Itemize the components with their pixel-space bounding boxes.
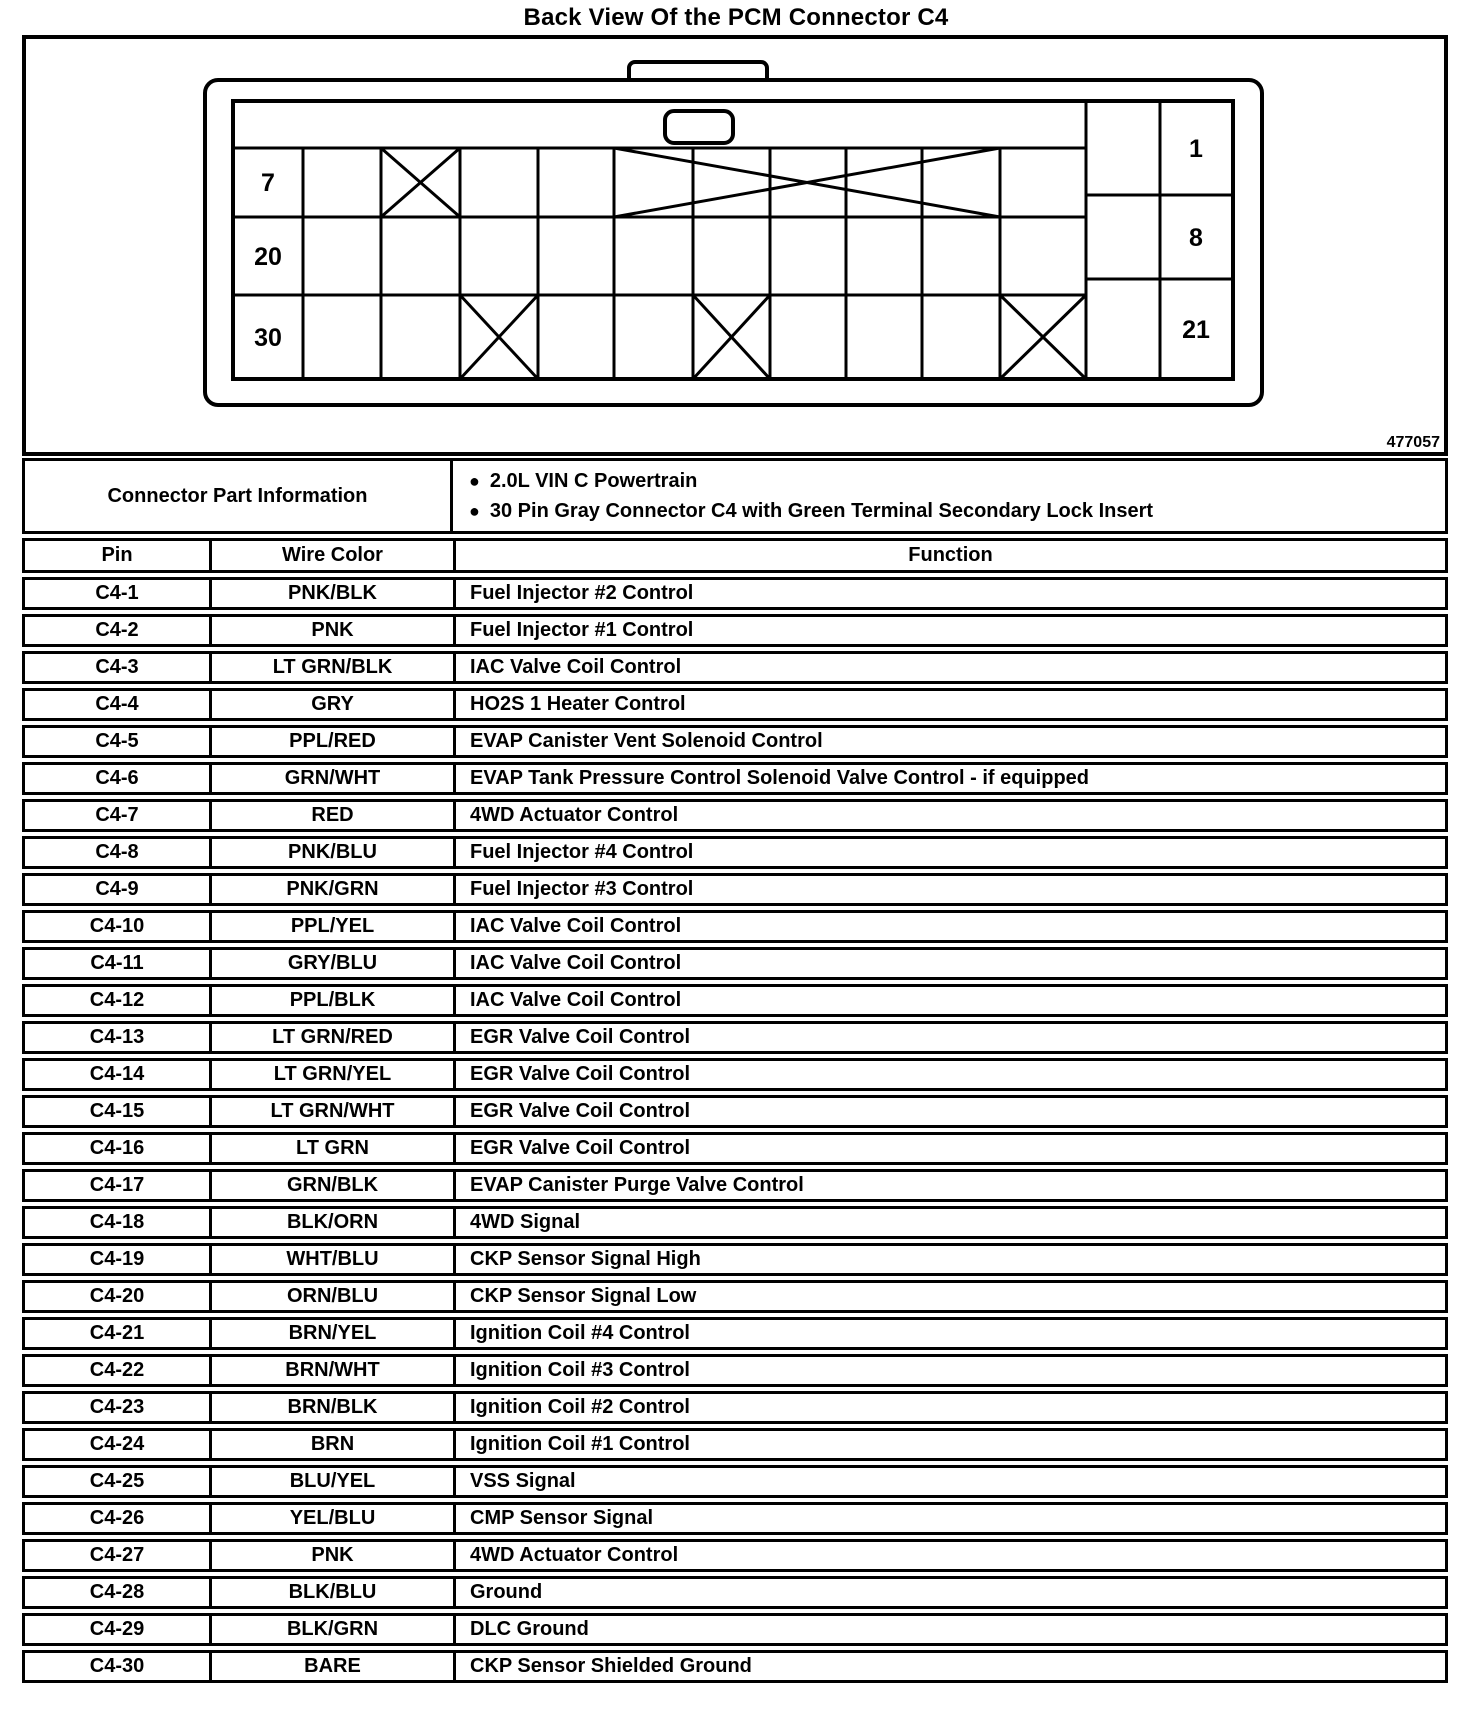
pin-cell: C4-29 xyxy=(25,1616,209,1643)
wire-color-cell: LT GRN/YEL xyxy=(212,1061,453,1088)
table-row xyxy=(22,1613,1448,1646)
function-cell: Ignition Coil #4 Control xyxy=(456,1320,1445,1347)
table-row xyxy=(22,1021,1448,1054)
part-info-label: Connector Part Information xyxy=(25,461,450,531)
function-cell: CKP Sensor Signal High xyxy=(456,1246,1445,1273)
function-cell: Fuel Injector #1 Control xyxy=(456,617,1445,644)
wire-color-cell: PNK/BLU xyxy=(212,839,453,866)
function-cell: IAC Valve Coil Control xyxy=(456,950,1445,977)
function-cell: EVAP Canister Purge Valve Control xyxy=(456,1172,1445,1199)
pin-cell: C4-13 xyxy=(25,1024,209,1051)
wire-color-cell: LT GRN xyxy=(212,1135,453,1162)
pin-cell: C4-21 xyxy=(25,1320,209,1347)
wire-color-cell: PNK xyxy=(212,1542,453,1569)
table-row xyxy=(22,688,1448,721)
pin-label-8: 8 xyxy=(1189,224,1203,252)
pin-cell: C4-26 xyxy=(25,1505,209,1532)
page-title: Back View Of the PCM Connector C4 xyxy=(523,4,949,31)
function-cell: Fuel Injector #3 Control xyxy=(456,876,1445,903)
table-row xyxy=(22,1058,1448,1091)
pinout-table xyxy=(22,458,1448,1683)
bullet-icon: ● xyxy=(469,500,480,521)
table-row xyxy=(22,1206,1448,1239)
pin-cell: C4-14 xyxy=(25,1061,209,1088)
table-row xyxy=(22,1465,1448,1498)
table-row xyxy=(22,1391,1448,1424)
table-row xyxy=(22,1576,1448,1609)
pin-label-20: 20 xyxy=(254,243,282,271)
wire-color-cell: PNK/BLK xyxy=(212,580,453,607)
function-cell: IAC Valve Coil Control xyxy=(456,987,1445,1014)
wire-color-cell: BRN/YEL xyxy=(212,1320,453,1347)
table-row xyxy=(22,984,1448,1017)
function-cell: Ignition Coil #3 Control xyxy=(456,1357,1445,1384)
pin-cell: C4-18 xyxy=(25,1209,209,1236)
function-cell: EGR Valve Coil Control xyxy=(456,1098,1445,1125)
table-row xyxy=(22,1280,1448,1313)
pin-cell: C4-28 xyxy=(25,1579,209,1606)
part-info-bullet-2 xyxy=(469,500,1445,523)
pin-cell: C4-16 xyxy=(25,1135,209,1162)
pin-cell: C4-17 xyxy=(25,1172,209,1199)
wire-color-cell: GRY/BLU xyxy=(212,950,453,977)
table-row xyxy=(22,1354,1448,1387)
function-cell: EGR Valve Coil Control xyxy=(456,1135,1445,1162)
pin-table-body xyxy=(22,577,1448,1683)
function-cell: HO2S 1 Heater Control xyxy=(456,691,1445,718)
wire-color-cell: PPL/RED xyxy=(212,728,453,755)
column-header-row xyxy=(22,538,1448,573)
function-cell: DLC Ground xyxy=(456,1616,1445,1643)
pin-label-7: 7 xyxy=(261,169,275,197)
pin-cell: C4-30 xyxy=(25,1653,209,1680)
function-cell: Ground xyxy=(456,1579,1445,1606)
pin-cell: C4-5 xyxy=(25,728,209,755)
function-cell: CMP Sensor Signal xyxy=(456,1505,1445,1532)
pin-cell: C4-8 xyxy=(25,839,209,866)
table-row xyxy=(22,1317,1448,1350)
wire-color-cell: PPL/BLK xyxy=(212,987,453,1014)
pin-label-1: 1 xyxy=(1189,135,1203,163)
table-row xyxy=(22,651,1448,684)
part-info-row xyxy=(22,458,1448,534)
function-cell: IAC Valve Coil Control xyxy=(456,654,1445,681)
keyway-slot xyxy=(665,111,733,143)
table-row xyxy=(22,1095,1448,1128)
function-cell: EGR Valve Coil Control xyxy=(456,1061,1445,1088)
wire-color-cell: PNK/GRN xyxy=(212,876,453,903)
table-row xyxy=(22,1539,1448,1572)
function-cell: EVAP Tank Pressure Control Solenoid Valve Control - if equipped xyxy=(456,765,1445,792)
pin-cell: C4-6 xyxy=(25,765,209,792)
wire-color-cell: BRN/WHT xyxy=(212,1357,453,1384)
part-info-bullet-2-text: 30 Pin Gray Connector C4 with Green Terminal Secondary Lock Insert xyxy=(489,499,1154,522)
function-cell: Ignition Coil #2 Control xyxy=(456,1394,1445,1421)
column-header-function: Function xyxy=(456,541,1445,570)
table-row xyxy=(22,1169,1448,1202)
pin-cell: C4-11 xyxy=(25,950,209,977)
function-cell: Fuel Injector #4 Control xyxy=(456,839,1445,866)
pin-cell: C4-15 xyxy=(25,1098,209,1125)
column-header-pin: Pin xyxy=(25,541,209,570)
wire-color-cell: BLU/YEL xyxy=(212,1468,453,1495)
pin-label-30: 30 xyxy=(254,324,282,352)
function-cell: CKP Sensor Signal Low xyxy=(456,1283,1445,1310)
pin-cell: C4-25 xyxy=(25,1468,209,1495)
wire-color-cell: YEL/BLU xyxy=(212,1505,453,1532)
pin-cell: C4-22 xyxy=(25,1357,209,1384)
part-info-bullet-1-text: 2.0L VIN C Powertrain xyxy=(489,469,698,492)
function-cell: 4WD Actuator Control xyxy=(456,802,1445,829)
table-row xyxy=(22,947,1448,980)
wire-color-cell: GRN/BLK xyxy=(212,1172,453,1199)
wire-color-cell: GRN/WHT xyxy=(212,765,453,792)
table-row xyxy=(22,725,1448,758)
table-row xyxy=(22,1650,1448,1683)
pin-cell: C4-2 xyxy=(25,617,209,644)
table-row xyxy=(22,799,1448,832)
table-row xyxy=(22,1502,1448,1535)
bullet-icon: ● xyxy=(469,470,480,491)
part-info-details xyxy=(453,461,1445,531)
pin-cell: C4-1 xyxy=(25,580,209,607)
wire-color-cell: BARE xyxy=(212,1653,453,1680)
pin-cell: C4-24 xyxy=(25,1431,209,1458)
wire-color-cell: PNK xyxy=(212,617,453,644)
function-cell: VSS Signal xyxy=(456,1468,1445,1495)
pin-label-21: 21 xyxy=(1182,316,1210,344)
wire-color-cell: BRN xyxy=(212,1431,453,1458)
table-row xyxy=(22,873,1448,906)
table-row xyxy=(22,1132,1448,1165)
wire-color-cell: BLK/BLU xyxy=(212,1579,453,1606)
wire-color-cell: RED xyxy=(212,802,453,829)
pin-cell: C4-19 xyxy=(25,1246,209,1273)
wire-color-cell: BRN/BLK xyxy=(212,1394,453,1421)
function-cell: 4WD Actuator Control xyxy=(456,1542,1445,1569)
figure-number: 477057 xyxy=(1386,434,1440,451)
pin-cell: C4-12 xyxy=(25,987,209,1014)
column-header-wire: Wire Color xyxy=(212,541,453,570)
pin-cell: C4-20 xyxy=(25,1283,209,1310)
wire-color-cell: BLK/ORN xyxy=(212,1209,453,1236)
function-cell: EVAP Canister Vent Solenoid Control xyxy=(456,728,1445,755)
function-cell: Ignition Coil #1 Control xyxy=(456,1431,1445,1458)
function-cell: Fuel Injector #2 Control xyxy=(456,580,1445,607)
connector-diagram xyxy=(22,35,1448,456)
function-cell: 4WD Signal xyxy=(456,1209,1445,1236)
table-row xyxy=(22,836,1448,869)
part-info-bullet-1 xyxy=(469,470,1445,493)
function-cell: IAC Valve Coil Control xyxy=(456,913,1445,940)
table-row xyxy=(22,577,1448,610)
function-cell: EGR Valve Coil Control xyxy=(456,1024,1445,1051)
pin-cell: C4-4 xyxy=(25,691,209,718)
pin-cell: C4-7 xyxy=(25,802,209,829)
wire-color-cell: LT GRN/BLK xyxy=(212,654,453,681)
pin-cell: C4-23 xyxy=(25,1394,209,1421)
pin-cell: C4-9 xyxy=(25,876,209,903)
wire-color-cell: LT GRN/RED xyxy=(212,1024,453,1051)
connector-diagram-panel xyxy=(22,35,1448,456)
pin-cell: C4-3 xyxy=(25,654,209,681)
table-row xyxy=(22,614,1448,647)
wire-color-cell: PPL/YEL xyxy=(212,913,453,940)
pin-cell: C4-27 xyxy=(25,1542,209,1569)
table-row xyxy=(22,910,1448,943)
pin-cell: C4-10 xyxy=(25,913,209,940)
function-cell: CKP Sensor Shielded Ground xyxy=(456,1653,1445,1680)
wire-color-cell: LT GRN/WHT xyxy=(212,1098,453,1125)
table-row xyxy=(22,762,1448,795)
wire-color-cell: GRY xyxy=(212,691,453,718)
table-row xyxy=(22,1243,1448,1276)
wire-color-cell: BLK/GRN xyxy=(212,1616,453,1643)
table-row xyxy=(22,1428,1448,1461)
wire-color-cell: ORN/BLU xyxy=(212,1283,453,1310)
wire-color-cell: WHT/BLU xyxy=(212,1246,453,1273)
